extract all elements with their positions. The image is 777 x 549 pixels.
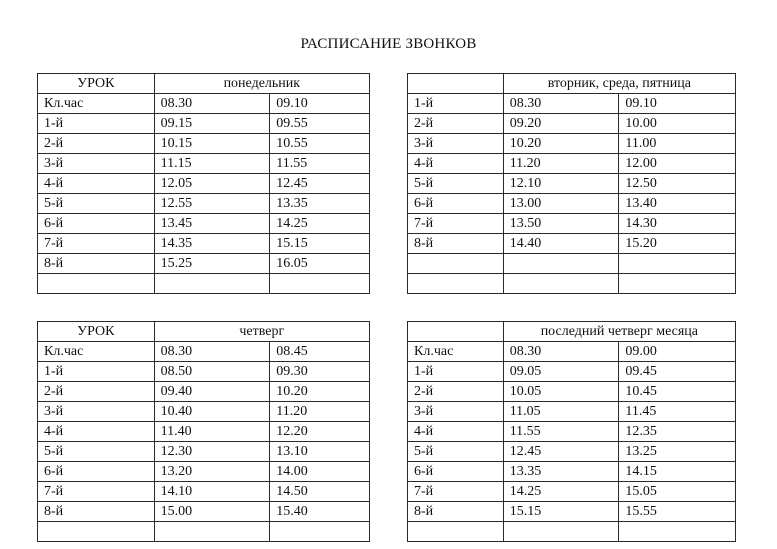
start-time-cell: 10.20 xyxy=(503,134,619,154)
table-row xyxy=(38,362,370,382)
start-time-cell: 08.30 xyxy=(503,342,619,362)
start-time-cell: 10.05 xyxy=(503,382,619,402)
lesson-cell: 1-й xyxy=(38,114,155,134)
table-row xyxy=(38,462,370,482)
lesson-cell: 2-й xyxy=(38,134,155,154)
end-time-cell: 12.45 xyxy=(270,174,370,194)
table-row xyxy=(408,174,736,194)
table-row xyxy=(408,194,736,214)
lesson-cell xyxy=(408,254,504,274)
table-header-row xyxy=(408,74,736,94)
start-time-cell: 15.00 xyxy=(154,502,270,522)
start-time-cell: 09.40 xyxy=(154,382,270,402)
lesson-cell: 1-й xyxy=(38,362,155,382)
start-time-cell: 12.10 xyxy=(503,174,619,194)
lesson-cell: 6-й xyxy=(408,194,504,214)
table-row xyxy=(408,134,736,154)
table-row xyxy=(38,482,370,502)
end-time-cell: 14.50 xyxy=(270,482,370,502)
start-time-cell: 08.30 xyxy=(503,94,619,114)
lesson-cell: 3-й xyxy=(408,134,504,154)
start-time-cell: 11.05 xyxy=(503,402,619,422)
start-time-cell xyxy=(154,522,270,542)
start-time-cell: 15.15 xyxy=(503,502,619,522)
day-header: последний четверг месяца xyxy=(503,322,735,342)
start-time-cell: 14.40 xyxy=(503,234,619,254)
schedule-table-last-thursday xyxy=(407,321,736,542)
table-row xyxy=(408,274,736,294)
table-row xyxy=(38,442,370,462)
end-time-cell: 08.45 xyxy=(270,342,370,362)
lesson-cell: 2-й xyxy=(408,382,504,402)
lesson-cell: 7-й xyxy=(408,482,504,502)
table-row xyxy=(38,254,370,274)
start-time-cell xyxy=(503,254,619,274)
start-time-cell: 10.40 xyxy=(154,402,270,422)
end-time-cell: 09.00 xyxy=(619,342,736,362)
end-time-cell xyxy=(619,254,736,274)
lesson-cell: 8-й xyxy=(408,234,504,254)
lesson-cell xyxy=(408,274,504,294)
lesson-cell: 4-й xyxy=(38,174,155,194)
lesson-cell: Кл.час xyxy=(408,342,504,362)
start-time-cell: 11.40 xyxy=(154,422,270,442)
table-row xyxy=(408,362,736,382)
table-row xyxy=(408,342,736,362)
end-time-cell: 10.00 xyxy=(619,114,736,134)
start-time-cell: 08.30 xyxy=(154,342,270,362)
lesson-cell: 1-й xyxy=(408,362,504,382)
lesson-header: УРОК xyxy=(38,322,155,342)
lesson-cell xyxy=(38,274,155,294)
table-row xyxy=(408,154,736,174)
end-time-cell: 09.55 xyxy=(270,114,370,134)
end-time-cell: 15.40 xyxy=(270,502,370,522)
lesson-cell: 7-й xyxy=(38,234,155,254)
start-time-cell: 13.35 xyxy=(503,462,619,482)
schedule-table-thursday xyxy=(37,321,370,542)
end-time-cell: 12.20 xyxy=(270,422,370,442)
start-time-cell: 13.00 xyxy=(503,194,619,214)
start-time-cell: 08.50 xyxy=(154,362,270,382)
start-time-cell: 14.35 xyxy=(154,234,270,254)
lesson-cell xyxy=(408,522,504,542)
table-row xyxy=(38,402,370,422)
lesson-cell: 5-й xyxy=(38,442,155,462)
lesson-cell: 8-й xyxy=(408,502,504,522)
start-time-cell: 12.30 xyxy=(154,442,270,462)
start-time-cell: 12.45 xyxy=(503,442,619,462)
end-time-cell: 13.25 xyxy=(619,442,736,462)
lesson-cell: Кл.час xyxy=(38,94,155,114)
table-row xyxy=(408,114,736,134)
lesson-cell: 2-й xyxy=(38,382,155,402)
start-time-cell: 13.50 xyxy=(503,214,619,234)
start-time-cell: 14.25 xyxy=(503,482,619,502)
start-time-cell: 10.15 xyxy=(154,134,270,154)
start-time-cell: 11.15 xyxy=(154,154,270,174)
lesson-cell: 6-й xyxy=(38,214,155,234)
table-row xyxy=(408,234,736,254)
end-time-cell xyxy=(619,522,736,542)
day-header: понедельник xyxy=(154,74,369,94)
table-row xyxy=(408,462,736,482)
lesson-cell: 8-й xyxy=(38,502,155,522)
table-row xyxy=(38,234,370,254)
lesson-cell: 8-й xyxy=(38,254,155,274)
end-time-cell: 15.05 xyxy=(619,482,736,502)
lesson-cell: 4-й xyxy=(408,154,504,174)
lesson-cell: 5-й xyxy=(408,174,504,194)
end-time-cell: 11.00 xyxy=(619,134,736,154)
lesson-header: УРОК xyxy=(38,74,155,94)
start-time-cell xyxy=(503,274,619,294)
lesson-cell: 6-й xyxy=(408,462,504,482)
table-row xyxy=(408,402,736,422)
end-time-cell: 13.35 xyxy=(270,194,370,214)
start-time-cell: 08.30 xyxy=(154,94,270,114)
end-time-cell: 14.15 xyxy=(619,462,736,482)
table-row xyxy=(408,522,736,542)
table-row xyxy=(408,482,736,502)
lesson-cell: 2-й xyxy=(408,114,504,134)
lesson-cell: 7-й xyxy=(408,214,504,234)
table-row xyxy=(38,134,370,154)
start-time-cell: 09.05 xyxy=(503,362,619,382)
table-row xyxy=(38,174,370,194)
end-time-cell: 14.30 xyxy=(619,214,736,234)
table-row xyxy=(408,502,736,522)
end-time-cell: 15.55 xyxy=(619,502,736,522)
table-row xyxy=(38,114,370,134)
start-time-cell xyxy=(503,522,619,542)
table-header-row xyxy=(38,74,370,94)
start-time-cell: 12.05 xyxy=(154,174,270,194)
table-row xyxy=(38,342,370,362)
lesson-cell: Кл.час xyxy=(38,342,155,362)
table-header-row xyxy=(408,322,736,342)
table-row xyxy=(408,254,736,274)
table-row xyxy=(38,382,370,402)
end-time-cell: 12.00 xyxy=(619,154,736,174)
table-row xyxy=(408,382,736,402)
start-time-cell: 13.45 xyxy=(154,214,270,234)
lesson-cell: 3-й xyxy=(38,402,155,422)
end-time-cell: 09.45 xyxy=(619,362,736,382)
page-title: РАСПИСАНИЕ ЗВОНКОВ xyxy=(300,36,477,52)
lesson-header xyxy=(408,74,504,94)
table-row xyxy=(408,214,736,234)
start-time-cell: 11.20 xyxy=(503,154,619,174)
start-time-cell: 15.25 xyxy=(154,254,270,274)
lesson-cell: 5-й xyxy=(38,194,155,214)
table-row xyxy=(38,522,370,542)
table-row xyxy=(408,422,736,442)
table-row xyxy=(38,154,370,174)
table-header-row xyxy=(38,322,370,342)
table-row xyxy=(38,422,370,442)
start-time-cell: 14.10 xyxy=(154,482,270,502)
end-time-cell: 10.55 xyxy=(270,134,370,154)
end-time-cell: 12.35 xyxy=(619,422,736,442)
end-time-cell xyxy=(619,274,736,294)
end-time-cell: 16.05 xyxy=(270,254,370,274)
lesson-cell: 6-й xyxy=(38,462,155,482)
end-time-cell xyxy=(270,274,370,294)
schedule-table-tue-wed-fri xyxy=(407,73,736,294)
end-time-cell: 11.20 xyxy=(270,402,370,422)
lesson-cell: 4-й xyxy=(408,422,504,442)
table-row xyxy=(38,94,370,114)
start-time-cell: 12.55 xyxy=(154,194,270,214)
end-time-cell: 10.45 xyxy=(619,382,736,402)
end-time-cell: 12.50 xyxy=(619,174,736,194)
end-time-cell: 09.10 xyxy=(619,94,736,114)
day-header: вторник, среда, пятница xyxy=(503,74,735,94)
lesson-cell xyxy=(38,522,155,542)
start-time-cell: 09.20 xyxy=(503,114,619,134)
end-time-cell: 10.20 xyxy=(270,382,370,402)
table-row xyxy=(38,274,370,294)
end-time-cell xyxy=(270,522,370,542)
end-time-cell: 14.00 xyxy=(270,462,370,482)
end-time-cell: 11.45 xyxy=(619,402,736,422)
lesson-cell: 7-й xyxy=(38,482,155,502)
end-time-cell: 11.55 xyxy=(270,154,370,174)
end-time-cell: 09.30 xyxy=(270,362,370,382)
schedule-table-monday xyxy=(37,73,370,294)
end-time-cell: 15.15 xyxy=(270,234,370,254)
table-row xyxy=(38,502,370,522)
lesson-cell: 3-й xyxy=(38,154,155,174)
end-time-cell: 13.40 xyxy=(619,194,736,214)
start-time-cell xyxy=(154,274,270,294)
lesson-cell: 4-й xyxy=(38,422,155,442)
table-row xyxy=(408,94,736,114)
end-time-cell: 09.10 xyxy=(270,94,370,114)
end-time-cell: 13.10 xyxy=(270,442,370,462)
end-time-cell: 14.25 xyxy=(270,214,370,234)
lesson-cell: 3-й xyxy=(408,402,504,422)
table-row xyxy=(38,194,370,214)
lesson-cell: 5-й xyxy=(408,442,504,462)
lesson-header xyxy=(408,322,504,342)
end-time-cell: 15.20 xyxy=(619,234,736,254)
lesson-cell: 1-й xyxy=(408,94,504,114)
table-row xyxy=(38,214,370,234)
table-row xyxy=(408,442,736,462)
day-header: четверг xyxy=(154,322,369,342)
start-time-cell: 09.15 xyxy=(154,114,270,134)
start-time-cell: 11.55 xyxy=(503,422,619,442)
start-time-cell: 13.20 xyxy=(154,462,270,482)
